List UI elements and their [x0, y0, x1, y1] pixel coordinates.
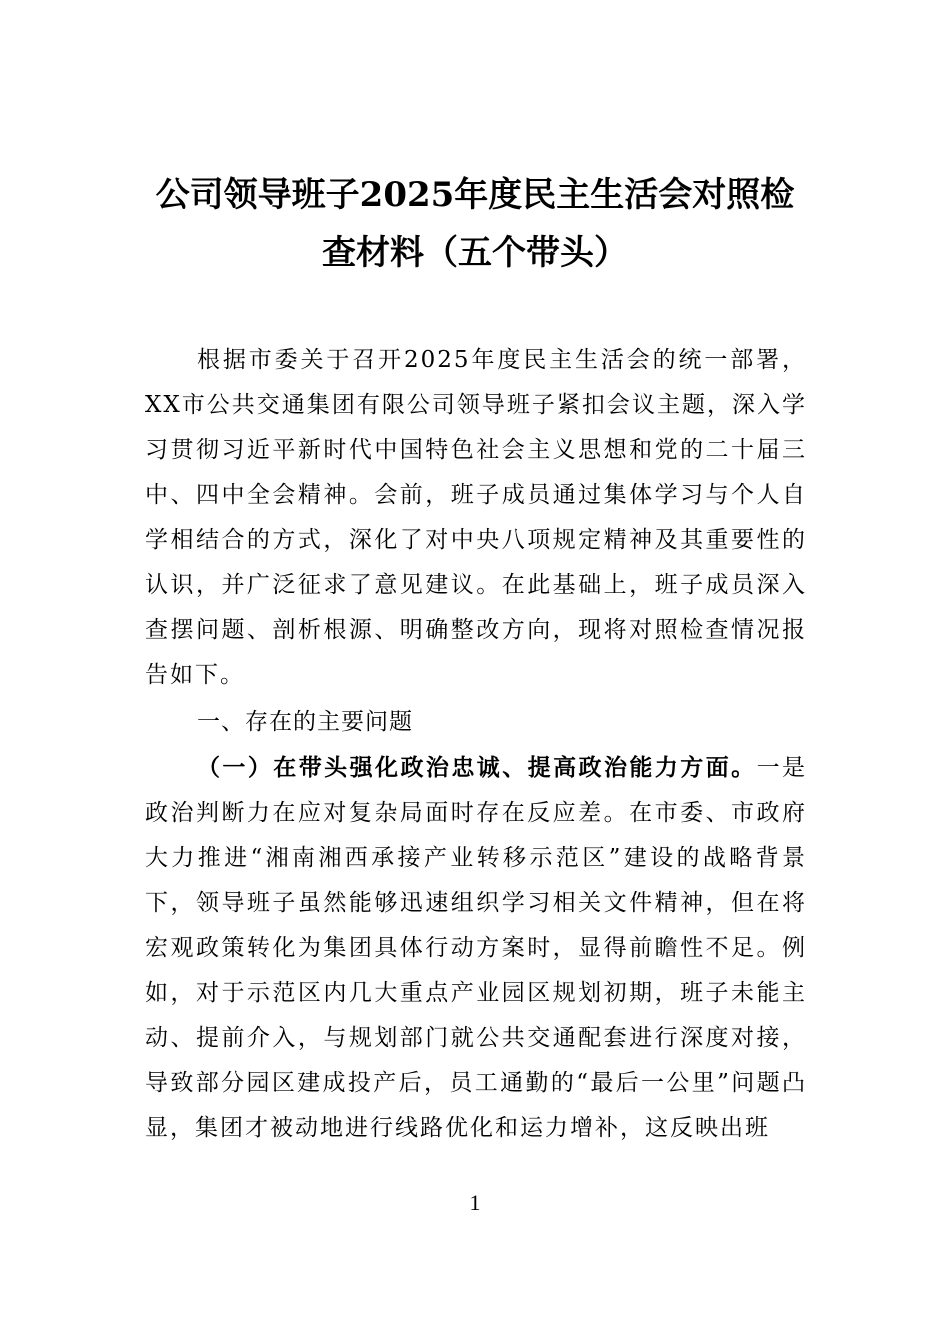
intro-paragraph: 根据市委关于召开2025年度民主生活会的统一部署，XX市公共交通集团有限公司领导班子紧扣会议主题，深入学习贯彻习近平新时代中国特色社会主义思想和党的二十届三中、四中全会精神。会前，班子成员通过集体学习与个人自学相结合的方式，深化了对中央八项规定精神及其重要性的认识，并广泛征求了意见建议。在此基础上，班子成员深入查摆问题、剖析根源、明确整改方向，现将对照检查情况报告如下。: [145, 347, 807, 688]
document-body: [145, 338, 807, 1151]
page-number: 1: [469, 1190, 481, 1215]
subsection-text-1: 一是政治判断力在应对复杂局面时存在反应差。在市委、市政府大力推进“湘南湘西承接产业转移示范区”建设的战略背景下，领导班子虽然能够迅速组织学习相关文件精神，但在将宏观政策转化为集团具体行动方案时，显得前瞻性不足。例如，对于示范区内几大重点产业园区规划初期，班子未能主动、提前介入，与规划部门就公共交通配套进行深度对接，导致部分园区建成投产后，员工通勤的“最后一公里”问题凸显，集团才被动地进行线路优化和运力增补，这反映出班: [145, 755, 808, 1141]
document-title: [140, 166, 810, 282]
title-line-1: 公司领导班子2025年度民主生活会对照检: [155, 175, 795, 215]
title-line-2: 查材料（五个带头）: [322, 233, 628, 273]
subsection-heading-1: （一）在带头强化政治忠诚、提高政治能力方面。: [197, 754, 757, 781]
subsection-paragraph-1: [145, 745, 807, 1151]
section-heading-1: 一、存在的主要问题: [197, 709, 413, 735]
